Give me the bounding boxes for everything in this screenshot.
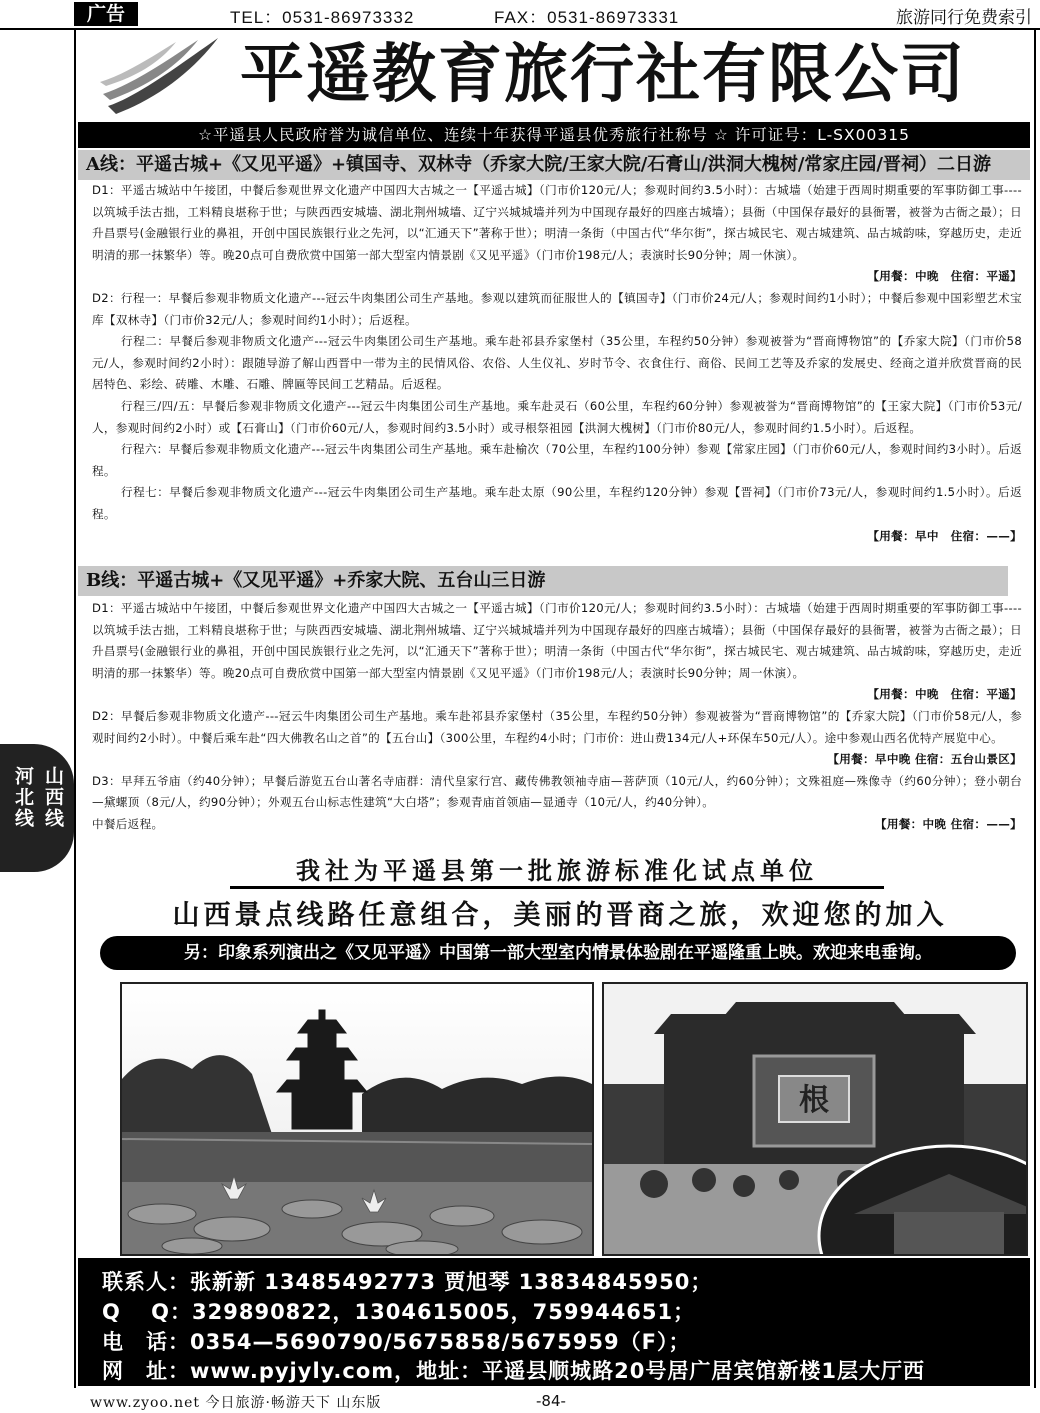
tel-number: TEL：0531-86973332 — [230, 8, 415, 27]
qiao-family-gate-photo — [602, 982, 1028, 1256]
root-character-sign: 根 — [799, 1083, 829, 1118]
line-b-d2: D2：早餐后参观非物质文化遗产---冠云牛肉集团公司生产基地。乘车赴祁县乔家堡村（35公里，车程约50分钟）参观被誉为“晋商博物馆”的【乔家大院】（门市价58元/人，参观时间约2小时）。中餐后乘车赴“四大佛教名山之首”的【五台山】（300公里，车程约4小时；门市价：进山费134元/人+环保车50元/人）。途中参观山西名优特产展览中心。 — [92, 708, 1022, 745]
swoosh-logo-icon — [98, 36, 228, 116]
line-b-d3: D3：早拜五爷庙（约40分钟）；早餐后游览五台山著名寺庙群：清代皇家行宫、藏传佛教领袖寺庙—菩萨顶（10元/人，约60分钟）；文殊祖庭—殊像寺（约60分钟）；登小朝台—黛螺顶（8元/人，约90分钟）；外观五台山标志性建筑“大白塔”；参观青庙首领庙—显通寺（10元/人，约40分钟）。 — [92, 773, 1022, 810]
line-a-itinerary — [92, 180, 1022, 547]
fax-number: FAX：0531-86973331 — [494, 8, 680, 27]
line-b-d3-end: 中餐后返程。 — [92, 816, 164, 831]
pavilion-lake-photo — [120, 982, 594, 1256]
line-a-d1-meal: 【用餐：中晚 住宿：平遥】 — [867, 269, 1022, 284]
side-tab-shanxi: 山西线 — [42, 766, 64, 829]
company-name: 平遥教育旅行社有限公司 — [240, 37, 966, 112]
honor-banner: ☆平遥县人民政府誉为诚信单位、连续十年获得平遥县优秀旅行社称号 ☆ 许可证号：L-SX00315 — [78, 122, 1030, 148]
index-title: 旅游同行免费索引 — [896, 8, 1032, 28]
contact-qq: Q Q：329890822，1304615005，759944651； — [102, 1300, 696, 1324]
contact-phone: 电 话：0354—5690790/5675858/5675959（F）； — [102, 1330, 691, 1354]
combination-slogan: 山西景点线路任意组合，美丽的晋商之旅，欢迎您的加入 — [172, 900, 948, 931]
line-a-title: A线：平遥古城+《又见平遥》+镇国寺、双林寺（乔家大院/王家大院/石膏山/洪洞大槐树/常家庄园/晋祠）二日游 — [78, 150, 1030, 180]
line-a-route7: 行程七：早餐后参观非物质文化遗产---冠云牛肉集团公司生产基地。乘车赴太原（90公里，车程约120分钟）参观【晋祠】（门市价73元/人，参观时间约1.5小时）。后返程。 — [92, 485, 1022, 521]
line-a-d2-meal: 【用餐：早中 住宿：——】 — [867, 528, 1022, 543]
contact-web-address: 网 址：www.pyjyly.com，地址：平遥县顺城路20号居广居宾馆新楼1层大厅西 — [102, 1359, 925, 1383]
line-b-d1-meal: 【用餐：中晚 住宿：平遥】 — [867, 687, 1022, 702]
line-a-route6: 行程六：早餐后参观非物质文化遗产---冠云牛肉集团公司生产基地。乘车赴榆次（70公里，车程约100分钟）参观【常家庄园】（门市价60元/人，参观时间约3小时）。后返程。 — [92, 442, 1022, 478]
contact-people: 联系人：张新新 13485492773 贾旭琴 13834845950； — [102, 1270, 713, 1294]
line-b-d1: D1：平遥古城站中午接团，中餐后参观世界文化遗产中国四大古城之一【平遥古城】（门市价120元/人；参观时间约3.5小时）：古城墙（始建于西周时期重要的军事防御工事----以筑城手法古拙，工料精良堪称于世；与陕西西安城墙、湖北荆州城墙、辽宁兴城城墙并列为中国现存最好的四座古城墙）；县衙（中国保存最好的县衙署，被誉为古衙之最）；日升昌票号(金融银行业的鼻祖，开创中国民族银行业之先河，以“汇通天下”著称于世）；明清一条街（中国古代“华尔街”，探古城民宅、观古城建筑、品古城韵味，穿越历史，走近明清的那一抹繁华）等。晚20点可自费欣赏中国第一部大型室内情景剧《又见平遥》（门市价198元/人；表演时长90分钟；周一休演）。 — [92, 601, 1022, 680]
page-number: -84- — [536, 1392, 566, 1410]
side-region-tab — [0, 744, 74, 872]
side-tab-hebei: 河北线 — [12, 766, 34, 829]
line-a-d2: D2：行程一：早餐后参观非物质文化遗产---冠云牛肉集团公司生产基地。参观以建筑而征服世人的【镇国寺】（门市价24元/人；参观时间约1小时）；中餐后参观中国彩塑艺术宝库【双林寺】（门市价32元/人；参观时间约1小时）；后返程。 — [92, 290, 1022, 327]
line-b-itinerary — [92, 598, 1022, 836]
ad-tag: 广告 — [74, 2, 138, 26]
line-a-route345: 行程三/四/五：早餐后参观非物质文化遗产---冠云牛肉集团公司生产基地。乘车赴灵石（60公里，车程约60分钟）参观被誉为“晋商博物馆”的【王家大院】（门市价53元/人，参观时间约2小时）或【石膏山】（门市价60元/人，参观时间约3.5小时）或寻根祭祖园【洪洞大槐树】（门市价80元/人，参观时间约1.5小时）。后返程。 — [92, 398, 1022, 435]
pilot-unit-slogan: 我社为平遥县第一批旅游标准化试点单位 — [230, 856, 884, 889]
line-b-d3-meal: 【用餐：中晚 住宿：——】 — [874, 816, 1022, 831]
footer-site: www.zyoo.net 今日旅游·畅游天下 山东版 — [90, 1395, 382, 1411]
line-b-title: B线：平遥古城+《又见平遥》+乔家大院、五台山三日游 — [78, 566, 1008, 596]
show-announcement: 另：印象系列演出之《又见平遥》中国第一部大型室内情景体验剧在平遥隆重上映。欢迎来电垂询。 — [100, 936, 1016, 970]
line-a-d1: D1：平遥古城站中午接团，中餐后参观世界文化遗产中国四大古城之一【平遥古城】（门市价120元/人；参观时间约3.5小时）：古城墙（始建于西周时期重要的军事防御工事----以筑城手法古拙，工料精良堪称于世；与陕西西安城墙、湖北荆州城墙、辽宁兴城城墙并列为中国现存最好的四座古城墙）；县衙（中国保存最好的县衙署，被誉为古衙之最）；日升昌票号(金融银行业的鼻祖，开创中国民族银行业之先河，以“汇通天下”著称于世）；明清一条街（中国古代“华尔街”，探古城民宅、观古城建筑、品古城韵味，穿越历史，走近明清的那一抹繁华）等。晚20点可自费欣赏中国第一部大型室内情景剧《又见平遥》（门市价198元/人；表演时长90分钟；周一休演）。 — [92, 183, 1022, 262]
contact-panel — [78, 1258, 1030, 1386]
line-b-d2-meal: 【用餐：早中晚 住宿：五台山景区】 — [827, 752, 1022, 767]
line-a-route2: 行程二：早餐后参观非物质文化遗产---冠云牛肉集团公司生产基地。乘车赴祁县乔家堡村（35公里，车程约50分钟）参观被誉为“晋商博物馆”的【乔家大院】（门市价58元/人，参观时间约2小时）：跟随导游了解山西晋中一带为主的民情风俗、农俗、人生仪礼、岁时节令、衣食住行、商俗、民间工艺等及乔家的发展史、经商之道并欣赏晋商的民居特色、彩绘、砖雕、木雕、石雕、牌匾等民间工艺精品。后返程。 — [92, 334, 1022, 392]
